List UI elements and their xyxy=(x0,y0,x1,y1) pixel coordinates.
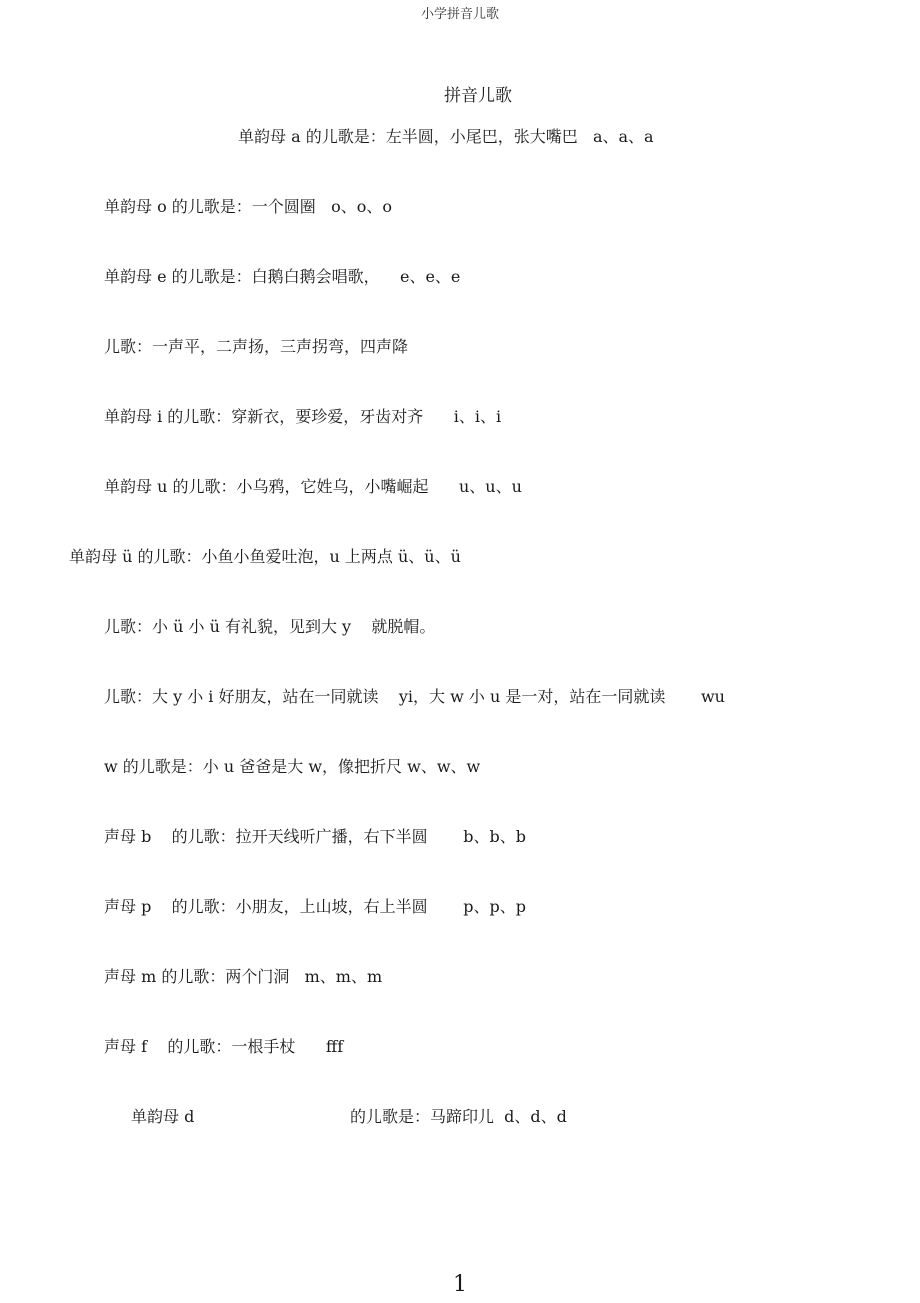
text-line-b: 声母 b 的儿歌：拉开天线听广播，右下半圆 b、b、b xyxy=(104,827,527,846)
text-line-p: 声母 p 的儿歌：小朋友，上山坡，右上半圆 p、p、p xyxy=(104,897,527,916)
page-number: 1 xyxy=(453,1272,467,1297)
text-line-d-right: 的儿歌是：马蹄印儿 d、d、d xyxy=(350,1107,567,1126)
text-line-m: 声母 m 的儿歌：两个门洞 m、m、m xyxy=(104,967,383,986)
document-title: 拼音儿歌 xyxy=(444,86,512,106)
text-line-a: 单韵母 a 的儿歌是：左半圆，小尾巴，张大嘴巴 a、a、a xyxy=(238,127,654,146)
text-line-v-rhyme: 儿歌：小 ü 小 ü 有礼貌，见到大 y 就脱帽。 xyxy=(104,617,436,636)
text-line-i: 单韵母 i 的儿歌：穿新衣，要珍爱，牙齿对齐 i、i、i xyxy=(104,407,502,426)
page-header: 小学拼音儿歌 xyxy=(420,7,499,22)
text-line-u: 单韵母 u 的儿歌：小乌鸦，它姓乌，小嘴崛起 u、u、u xyxy=(104,477,522,496)
text-line-e: 单韵母 e 的儿歌是：白鹅白鹅会唱歌， e、e、e xyxy=(104,267,461,286)
text-line-o: 单韵母 o 的儿歌是：一个圆圈 o、o、o xyxy=(104,197,392,216)
text-line-d-left: 单韵母 d xyxy=(131,1107,195,1126)
text-line-w: w 的儿歌是：小 u 爸爸是大 w，像把折尺 w、w、w xyxy=(104,757,481,776)
text-line-tones: 儿歌：一声平，二声扬，三声拐弯，四声降 xyxy=(104,337,409,356)
text-line-f: 声母 f 的儿歌：一根手杖 fff xyxy=(104,1037,344,1056)
text-line-yi-wu: 儿歌：大 y 小 i 好朋友，站在一同就读 yi，大 w 小 u 是一对，站在一同就读 wu xyxy=(104,687,725,706)
text-line-v: 单韵母 ü 的儿歌：小鱼小鱼爱吐泡，u 上两点 ü、ü、ü xyxy=(69,547,461,566)
